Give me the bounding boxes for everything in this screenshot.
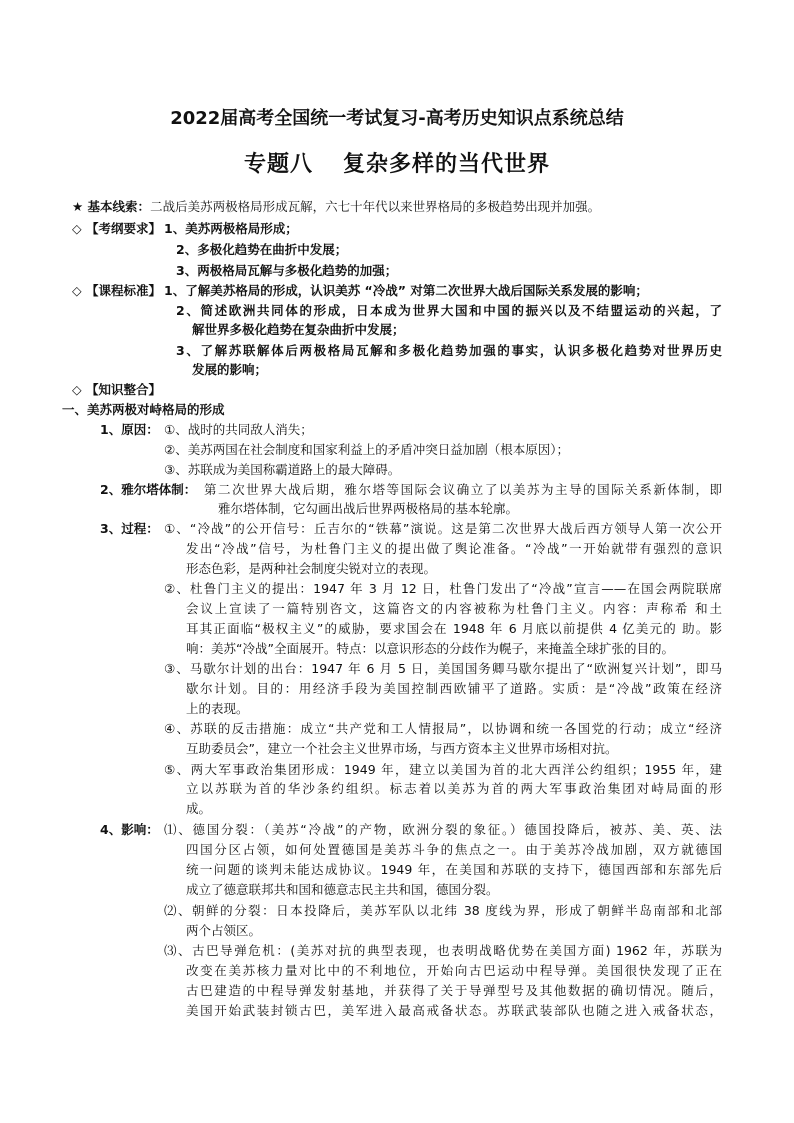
impact-3a: ⑶、古巴导弹危机：(美苏对抗的典型表现，也表明战略优势在美国方面) 1962 年，苏联为 (164, 943, 722, 958)
cause-1: ①、战时的共同敌人消失； (164, 422, 313, 437)
chapter-title (0, 147, 794, 178)
basic-clue-line (72, 199, 600, 215)
yalta-b: 雅尔塔体制，它勾画出战后世界两极格局的基本轮廓。 (218, 501, 519, 516)
impact-1c: 统一问题的谈判未能达成协议。1949 年，在美国和苏联的支持下，德国西部和东部先后 (186, 862, 722, 877)
process-2d: 响：美苏“冷战”全面展开。特点：以意识形态的分歧作为幌子，来掩盖全球扩张的目的。 (186, 641, 674, 656)
impact-1b: 四国分区占领，如何处置德国是美苏斗争的焦点之一。由于美苏冷战加剧，双方就德国 (186, 842, 722, 857)
standard-3b: 发展的影响； (192, 362, 268, 377)
chapter-name: 复杂多样的当代世界 (343, 152, 551, 177)
process-2a: ②、杜鲁门主义的提出：1947 年 3 月 12 日，杜鲁门发出了“冷战”宣言——在国会两院联席 (164, 581, 722, 596)
integration-label: ◇ 【知识整合】 (72, 382, 161, 397)
process-2c: 耳其正面临“极权主义”的威胁，要求国会在 1948 年 6 月底以前提供 4 亿美元的 助。影 (186, 621, 722, 636)
impact-1a: ⑴、德国分裂：（美苏“冷战”的产物，欧洲分裂的象征。）德国投降后，被苏、美、英、法 (164, 822, 722, 837)
basic-clue-text: 二战后美苏两极格局形成瓦解，六七十年代以来世界格局的多极趋势出现并加强。 (150, 199, 601, 214)
standard-label: ◇ 【课程标准】 (72, 283, 161, 298)
outline-item-1: 1、美苏两极格局形成； (164, 221, 298, 236)
process-5a: ⑤、两大军事政治集团形成：1949 年，建立以美国为首的北大西洋公约组织；1955 年，建 (164, 762, 722, 777)
chapter-number: 专题八 (243, 152, 313, 177)
impact-1d: 成立了德意联邦共和国和德意志民主共和国，德国分裂。 (186, 882, 499, 897)
impact-label: 4、影响： (100, 822, 159, 837)
yalta-label: 2、雅尔塔体制： (100, 482, 197, 497)
process-1c: 形态色彩，是两种社会制度尖锐对立的表现。 (186, 561, 437, 576)
process-4a: ④、苏联的反击措施：成立“共产党和工人情报局”，以协调和统一各国党的行动；成立“经济 (164, 721, 722, 736)
process-2b: 会议上宣读了一篇特别咨文，这篇咨文的内容被称为杜鲁门主义。内容：声称希 和土 (186, 601, 722, 616)
impact-2a: ⑵、朝鲜的分裂：日本投降后，美苏军队以北纬 38 度线为界，形成了朝鲜半岛南部和北部 (164, 903, 722, 918)
standard-2b: 解世界多极化趋势在复杂曲折中发展； (192, 322, 405, 337)
process-4b: 互助委员会”，建立一个社会主义世界市场，与西方资本主义世界市场相对抗。 (186, 741, 618, 756)
cause-2: ②、美苏两国在社会制度和国家利益上的矛盾冲突日益加剧（根本原因）； (164, 442, 569, 457)
process-3c: 上的表现。 (186, 701, 249, 716)
outline-item-2: 2、多极化趋势在曲折中发展； (176, 242, 348, 257)
outline-item-3: 3、两极格局瓦解与多极化趋势的加强； (176, 263, 398, 278)
basic-clue-label: ★ 基本线索： (72, 199, 151, 214)
process-1b: 发出“冷战”信号，为杜鲁门主义的提出做了舆论准备。“冷战”一开始就带有强烈的意识 (186, 541, 722, 556)
process-5b: 立以苏联为首的华沙条约组织。标志着以美苏为首的两大军事政治集团对峙局面的形 (186, 781, 722, 796)
standard-1: 1、了解美苏格局的形成，认识美苏 “冷战” 对第二次世界大战后国际关系发展的影响； (164, 283, 648, 298)
process-label: 3、过程： (100, 521, 159, 536)
section-heading-1: 一、美苏两极对峙格局的形成 (62, 402, 225, 417)
impact-3d: 美国开始武装封锁古巴，美军进入最高戒备状态。苏联武装部队也随之进入戒备状态， (186, 1003, 722, 1018)
process-5c: 成。 (186, 801, 212, 816)
impact-2b: 两个占领区。 (186, 923, 262, 938)
impact-3c: 古巴建造的中程导弹发射基地，并获得了关于导弹型号及其他数据的确切情况。随后， (186, 983, 722, 998)
outline-label: ◇ 【考纲要求】 (72, 221, 161, 236)
cause-3: ③、苏联成为美国称霸道路上的最大障碍。 (164, 462, 401, 477)
process-3a: ③、马歇尔计划的出台：1947 年 6 月 5 日，美国国务卿马歇尔提出了“欧洲复兴计划”，即马 (164, 661, 722, 676)
document-title: 2022届高考全国统一考试复习-高考历史知识点系统总结 (170, 108, 624, 129)
process-1a: ①、“冷战”的公开信号：丘吉尔的“铁幕”演说。这是第二次世界大战后西方领导人第一次公开 (164, 521, 722, 536)
yalta-a: 第二次世界大战后期，雅尔塔等国际会议确立了以美苏为主导的国际关系新体制，即 (204, 482, 722, 497)
cause-label: 1、原因： (100, 422, 159, 437)
standard-3a: 3、了解苏联解体后两极格局瓦解和多极化趋势加强的事实，认识多极化趋势对世界历史 (176, 343, 722, 358)
standard-2a: 2、简述欧洲共同体的形成，日本成为世界大国和中国的振兴以及不结盟运动的兴起，了 (176, 303, 722, 318)
process-3b: 歇尔计划。目的：用经济手段为美国控制西欧铺平了道路。实质：是“冷战”政策在经济 (186, 681, 722, 696)
impact-3b: 改变在美苏核力量对比中的不利地位，开始向古巴运动中程导弹。美国很快发现了正在 (186, 963, 722, 978)
